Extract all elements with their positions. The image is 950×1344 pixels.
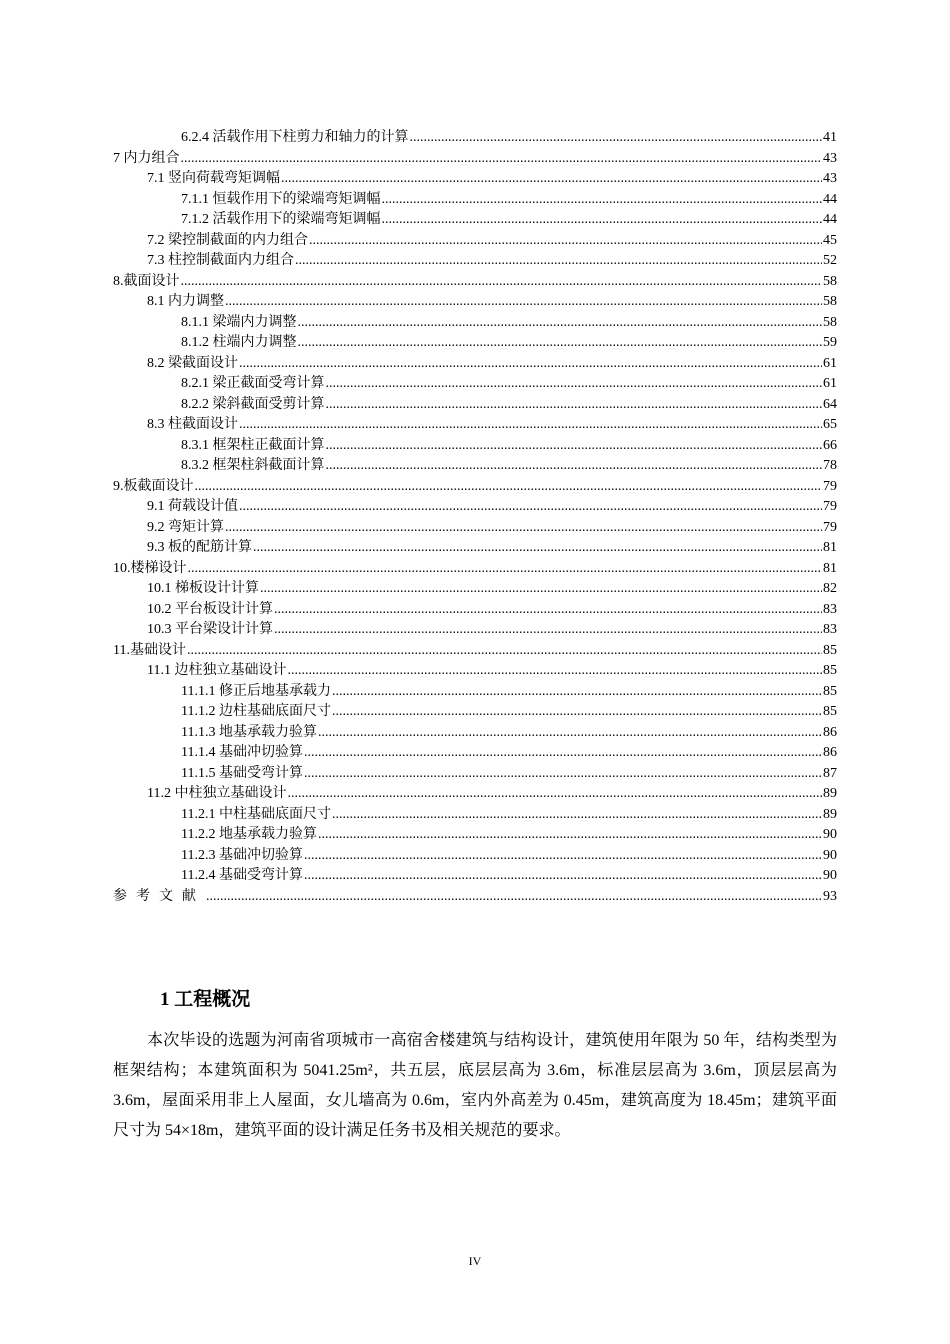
toc-entry[interactable] [113, 354, 837, 375]
toc-entry-page: 58 [823, 314, 837, 330]
toc-dot-leader [188, 559, 823, 580]
toc-entry-page: 86 [823, 745, 837, 760]
toc-entry-label: 8.3.2 框架柱斜截面计算 [181, 458, 325, 473]
toc-entry-label: 6.2.4 活载作用下柱剪力和轴力的计算 [181, 130, 409, 145]
toc-dot-leader [326, 436, 823, 457]
toc-dot-leader [225, 292, 822, 313]
toc-entry[interactable] [113, 190, 837, 211]
toc-entry-page: 79 [823, 499, 837, 514]
toc-dot-leader [187, 641, 822, 662]
toc-entry-page: 66 [823, 437, 837, 453]
toc-entry-label: 10.楼梯设计 [113, 560, 187, 576]
toc-entry-label: 11.2.3 基础冲切验算 [181, 847, 303, 863]
toc-dot-leader [206, 887, 822, 908]
toc-dot-leader [382, 210, 823, 231]
body-paragraph: 本次毕设的选题为河南省项城市一高宿舍楼建筑与结构设计，建筑使用年限为 50 年，结构类型为框架结构；本建筑面积为 5041.25m²，共五层，底层层高为 3.6m，标准层层高为 3.6m，顶层层高为 3.6m，屋面采用非上人屋面，女儿墙高为 0.6m，室内外高差为 0.45m，建筑高度为 18.45m；建筑平面尺寸为 54×18m，建筑平面的设计满足任务书及相关规范的要求。 [113, 1032, 837, 1139]
section-heading: 1 工程概况 [160, 989, 251, 1010]
toc-entry[interactable] [113, 600, 837, 621]
toc-entry-label: 7.1 竖向荷载弯矩调幅 [147, 171, 280, 186]
toc-entry-page: 61 [823, 355, 837, 371]
toc-entry-page: 64 [823, 396, 837, 412]
toc-entry-label: 9.板截面设计 [113, 478, 194, 494]
toc-entry[interactable] [113, 497, 837, 518]
toc-entry-label: 11.2.4 基础受弯计算 [181, 868, 303, 883]
toc-entry[interactable] [113, 456, 837, 477]
toc-entry-label: 9.3 板的配筋计算 [147, 540, 252, 555]
toc-entry[interactable] [113, 702, 837, 723]
toc-entry-page: 59 [823, 335, 837, 350]
toc-dot-leader [239, 497, 822, 518]
toc-entry-page: 85 [823, 642, 837, 658]
toc-dot-leader [181, 272, 823, 293]
toc-entry[interactable] [113, 436, 837, 457]
toc-entry[interactable] [113, 128, 837, 149]
toc-entry[interactable] [113, 866, 837, 887]
toc-entry[interactable] [113, 333, 837, 354]
toc-entry-label: 8.3 柱截面设计 [147, 417, 238, 432]
toc-entry-label: 10.3 平台梁设计计算 [147, 622, 273, 637]
toc-entry[interactable] [113, 682, 837, 703]
toc-entry-page: 45 [823, 232, 837, 248]
toc-entry[interactable] [113, 641, 837, 662]
toc-entry[interactable] [113, 579, 837, 600]
toc-dot-leader [304, 743, 822, 764]
toc-entry-label: 10.2 平台板设计计算 [147, 601, 273, 617]
toc-entry-label: 11.2.2 地基承载力验算 [181, 827, 317, 842]
toc-dot-leader [318, 825, 822, 846]
toc-entry-page: 58 [823, 294, 837, 309]
toc-entry-label: 11.2.1 中柱基础底面尺寸 [181, 806, 331, 822]
toc-entry-label: 7.1.2 活载作用下的梁端弯矩调幅 [181, 212, 381, 227]
toc-dot-leader [309, 231, 822, 252]
toc-entry[interactable] [113, 313, 837, 334]
toc-entry[interactable] [113, 559, 837, 580]
toc-entry-label: 8.2.1 梁正截面受弯计算 [181, 376, 325, 391]
toc-entry-label: 8.1.1 梁端内力调整 [181, 314, 297, 330]
toc-dot-leader [253, 538, 822, 559]
toc-entry[interactable] [113, 764, 837, 785]
toc-entry-page: 85 [823, 663, 837, 678]
toc-entry-label: 7.3 柱控制截面内力组合 [147, 253, 294, 268]
toc-entry[interactable] [113, 374, 837, 395]
toc-entry-page: 43 [823, 150, 837, 166]
toc-entry[interactable] [113, 887, 837, 908]
toc-entry-label: 11.基础设计 [113, 642, 186, 658]
toc-entry-page: 43 [823, 171, 837, 186]
toc-dot-leader [318, 723, 822, 744]
toc-dot-leader [332, 805, 822, 826]
toc-entry-page: 85 [823, 704, 837, 719]
toc-entry-page: 81 [823, 540, 837, 555]
toc-entry-page: 85 [823, 683, 837, 699]
toc-dot-leader [332, 682, 822, 703]
toc-dot-leader [260, 579, 822, 600]
toc-dot-leader [295, 251, 822, 272]
toc-entry-label: 8.3.1 框架柱正截面计算 [181, 437, 325, 453]
toc-entry-page: 83 [823, 601, 837, 617]
toc-entry-page: 87 [823, 765, 837, 781]
toc-dot-leader [326, 456, 823, 477]
toc-dot-leader [304, 866, 822, 887]
toc-entry-page: 83 [823, 622, 837, 637]
toc-entry[interactable] [113, 210, 837, 231]
toc-entry[interactable] [113, 292, 837, 313]
toc-entry[interactable] [113, 825, 837, 846]
toc-dot-leader [326, 395, 823, 416]
toc-entry-label: 11.1.3 地基承载力验算 [181, 724, 317, 740]
toc-dot-leader [287, 661, 822, 682]
toc-dot-leader [298, 333, 823, 354]
toc-entry-label: 7.2 梁控制截面的内力组合 [147, 232, 308, 248]
toc-entry[interactable] [113, 149, 837, 170]
toc-entry-label: 8.1 内力调整 [147, 294, 224, 309]
toc-dot-leader [274, 600, 822, 621]
toc-entry[interactable] [113, 518, 837, 539]
toc-entry-page: 93 [823, 888, 837, 904]
toc-entry-page: 89 [823, 786, 837, 801]
toc-entry-label: 9.2 弯矩计算 [147, 519, 224, 535]
toc-dot-leader [382, 190, 823, 211]
toc-dot-leader [181, 149, 823, 170]
toc-entry-label: 9.1 荷载设计值 [147, 499, 238, 514]
page-number: IV [468, 1254, 482, 1268]
toc-entry-label: 8.2 梁截面设计 [147, 355, 238, 371]
toc-entry[interactable] [113, 784, 837, 805]
toc-entry-label: 参考文献 [113, 888, 205, 904]
toc-dot-leader [298, 313, 823, 334]
toc-dot-leader [195, 477, 823, 498]
toc-entry[interactable] [113, 661, 837, 682]
toc-entry[interactable] [113, 743, 837, 764]
toc-entry-label: 11.1.5 基础受弯计算 [181, 765, 303, 781]
toc-dot-leader [332, 702, 822, 723]
toc-entry[interactable] [113, 805, 837, 826]
toc-entry-page: 90 [823, 827, 837, 842]
toc-entry-label: 7 内力组合 [113, 150, 180, 166]
toc-entry[interactable] [113, 846, 837, 867]
toc-entry-page: 65 [823, 417, 837, 432]
toc-dot-leader [239, 415, 822, 436]
toc-entry-page: 89 [823, 806, 837, 822]
toc-dot-leader [326, 374, 823, 395]
toc-entry-label: 10.1 梯板设计计算 [147, 581, 259, 596]
toc-entry-page: 41 [823, 130, 837, 145]
toc-dot-leader [287, 784, 822, 805]
toc-entry-page: 44 [823, 212, 837, 227]
toc-entry[interactable] [113, 415, 837, 436]
toc-dot-leader [304, 764, 822, 785]
toc-entry-page: 90 [823, 868, 837, 883]
toc-entry-page: 58 [823, 273, 837, 289]
toc-entry-label: 8.1.2 柱端内力调整 [181, 335, 297, 350]
toc-entry[interactable] [113, 272, 837, 293]
toc-entry[interactable] [113, 620, 837, 641]
toc-entry-page: 61 [823, 376, 837, 391]
toc-dot-leader [410, 128, 823, 149]
toc-entry-page: 90 [823, 847, 837, 863]
toc-entry-label: 11.2 中柱独立基础设计 [147, 786, 287, 801]
toc-entry-page: 78 [823, 458, 837, 473]
toc-dot-leader [281, 169, 822, 190]
toc-entry-page: 86 [823, 724, 837, 740]
toc-entry[interactable] [113, 723, 837, 744]
toc-entry-label: 8.2.2 梁斜截面受剪计算 [181, 396, 325, 412]
toc-entry-page: 44 [823, 191, 837, 207]
toc-dot-leader [274, 620, 822, 641]
toc-entry[interactable] [113, 169, 837, 190]
toc-entry-label: 11.1.1 修正后地基承载力 [181, 683, 331, 699]
toc-dot-leader [304, 846, 822, 867]
toc-entry-label: 8.截面设计 [113, 273, 180, 289]
toc-entry[interactable] [113, 538, 837, 559]
toc-entry-label: 11.1.2 边柱基础底面尺寸 [181, 704, 331, 719]
toc-entry[interactable] [113, 477, 837, 498]
toc-dot-leader [225, 518, 822, 539]
toc-entry-label: 11.1.4 基础冲切验算 [181, 745, 303, 760]
toc-dot-leader [239, 354, 822, 375]
toc-entry[interactable] [113, 251, 837, 272]
toc-entry-page: 81 [823, 560, 837, 576]
toc-entry-label: 11.1 边柱独立基础设计 [147, 663, 287, 678]
table-of-contents [113, 128, 837, 907]
toc-entry[interactable] [113, 395, 837, 416]
toc-entry[interactable] [113, 231, 837, 252]
toc-entry-label: 7.1.1 恒载作用下的梁端弯矩调幅 [181, 191, 381, 207]
toc-entry-page: 79 [823, 519, 837, 535]
toc-entry-page: 79 [823, 478, 837, 494]
toc-entry-page: 52 [823, 253, 837, 268]
toc-entry-page: 82 [823, 581, 837, 596]
